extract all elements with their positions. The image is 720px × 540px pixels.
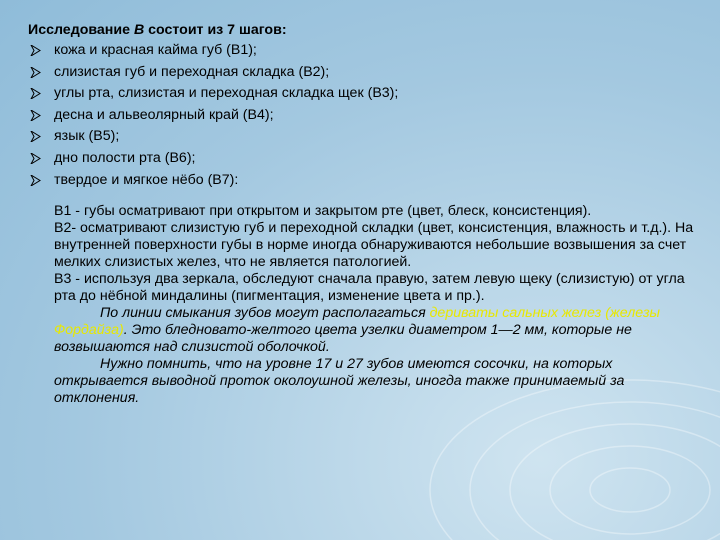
arrowhead-bullet-icon — [30, 175, 41, 186]
paragraph-b3: В3 - используя два зеркала, обследуют сначала правую, затем левую щеку (слизистую) от угла рта до нёбной миндалины (пигментация, изменение цвета и пр.). — [54, 271, 685, 305]
title-suffix: состоит из 7 шагов: — [148, 22, 287, 38]
paragraph-b2: В2- осматривают слизистую губ и переходной складки (цвет, консистенция, влажность и т.д.). На внутренней поверхности губы в норме иногда обнаруживаются небольшие возвышения за счет мелких слизистых желез, что не является патологией. — [54, 220, 694, 271]
list-item — [28, 85, 698, 107]
papillae-text: Нужно помнить, что на уровне 17 и 27 зубов имеются сосочки, на которых открывается выводной проток околоушной железы, иногда также принимаемый за отклонения. — [54, 356, 625, 407]
slide-title — [28, 22, 698, 39]
step-text: язык (В5); — [54, 128, 120, 145]
list-item — [28, 42, 698, 64]
paragraph-b1: В1 - губы осматривают при открытом и закрытом рте (цвет, блеск, консистенция). — [54, 203, 592, 220]
slide-content — [28, 22, 698, 407]
arrowhead-bullet-icon — [30, 67, 41, 78]
list-item — [28, 107, 698, 129]
fordyce-text-end: . Это бледновато-желтого цвета узелки диаметром 1—2 мм, которые не возвышаются над слизистой оболочкой. — [54, 322, 632, 356]
step-text: десна и альвеолярный край (В4); — [54, 106, 274, 123]
step-text: слизистая губ и переходная складка (В2); — [54, 63, 330, 80]
step-text: дно полости рта (В6); — [54, 149, 196, 166]
paragraph-fordyce — [28, 305, 698, 356]
paragraph-papillae — [28, 356, 698, 407]
step-text: твердое и мягкое нёбо (В7): — [54, 171, 239, 188]
step-text: углы рта, слизистая и переходная складка щек (В3); — [54, 85, 399, 102]
list-item — [28, 64, 698, 86]
title-prefix: Исследование — [28, 22, 130, 38]
fordyce-highlight: дериваты сальных желез (железы Фордайза) — [54, 305, 660, 339]
step-text: кожа и красная кайма губ (В1); — [54, 42, 257, 58]
arrowhead-bullet-icon — [30, 110, 41, 121]
title-letter: В — [133, 22, 145, 38]
arrowhead-bullet-icon — [30, 88, 41, 99]
arrowhead-bullet-icon — [30, 45, 41, 56]
list-item — [28, 172, 698, 194]
list-item — [28, 128, 698, 150]
steps-list — [28, 42, 698, 193]
fordyce-text-start: По линии смыкания зубов могут располагаться — [100, 305, 430, 322]
list-item — [28, 150, 698, 172]
arrowhead-bullet-icon — [30, 131, 41, 142]
arrowhead-bullet-icon — [30, 153, 41, 164]
